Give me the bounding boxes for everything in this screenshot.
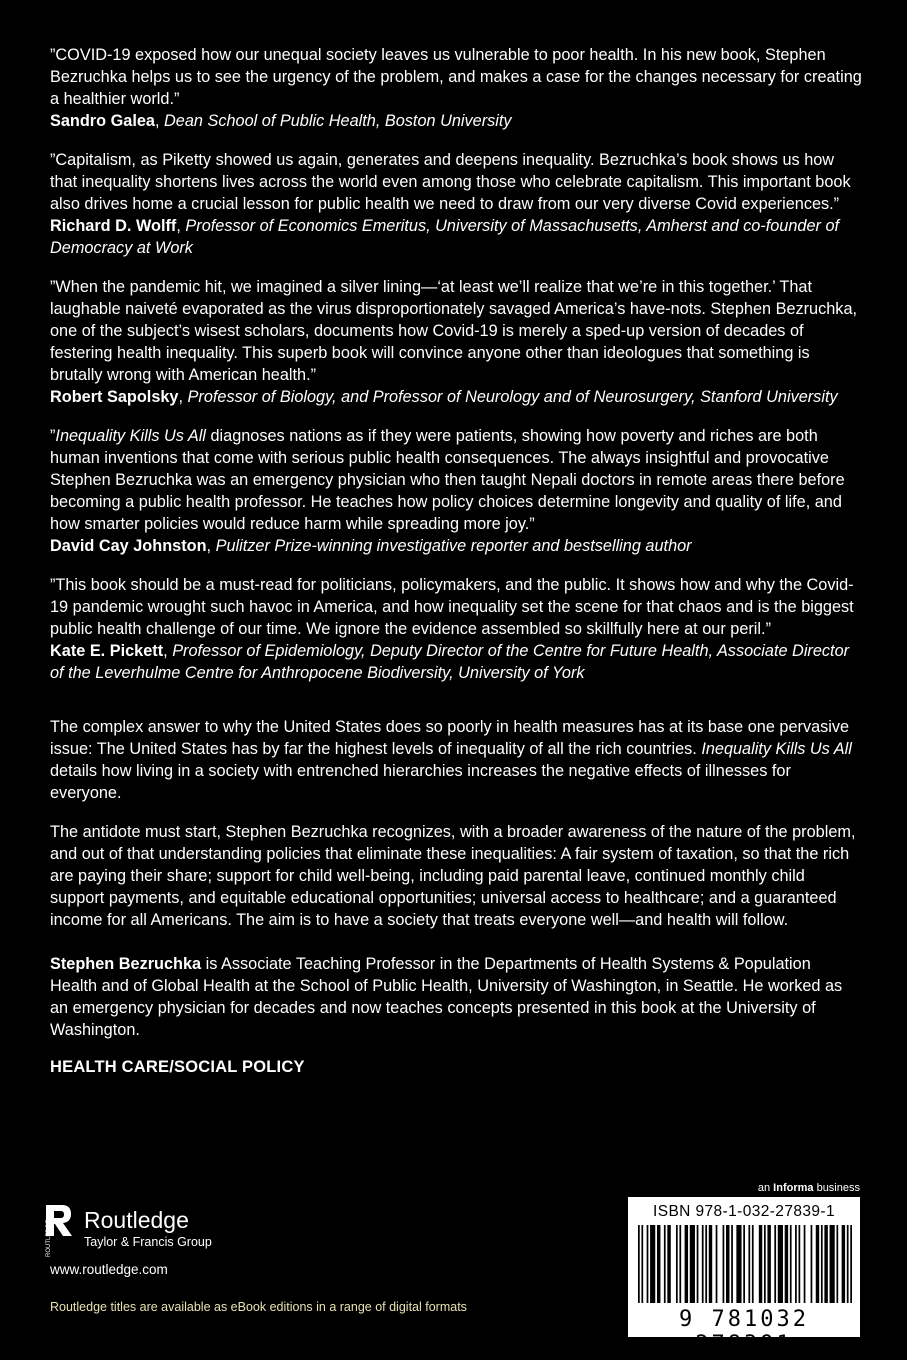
barcode-bar <box>847 1225 849 1303</box>
quote-attribution: Robert Sapolsky, Professor of Biology, and Professor of Neurology and of Neurosurgery, Stanford University <box>50 388 838 406</box>
barcode-bar <box>731 1225 733 1303</box>
back-cover-content <box>50 44 862 1077</box>
quote-author: Sandro Galea <box>50 112 155 130</box>
barcode-bar <box>767 1225 770 1303</box>
barcode-bar <box>709 1225 712 1303</box>
barcode-bar <box>705 1225 707 1303</box>
barcode-bar <box>799 1225 801 1303</box>
barcode-bar <box>647 1225 649 1303</box>
endorsement-quote <box>50 149 862 259</box>
endorsement-quote <box>50 44 862 132</box>
isbn-barcode <box>628 1197 860 1357</box>
barcode-bar <box>778 1225 783 1303</box>
endorsement-quote <box>50 574 862 684</box>
publisher-name: Routledge <box>84 1207 189 1233</box>
routledge-logo-icon <box>44 1203 74 1259</box>
description-text: details how living in a society with entrenched hierarchies increases the negative effects of illnesses for everyone. <box>50 762 791 802</box>
barcode-bar <box>657 1225 660 1303</box>
barcode-bar <box>676 1225 678 1303</box>
author-bio <box>50 953 862 1041</box>
quote-text: ”COVID-19 exposed how our unequal society leaves us vulnerable to poor health. In his new book, Stephen Bezruchka helps us to see the urgency of the problem, and makes a case for the changes necessary for creating a healthier world.” <box>50 46 862 108</box>
quote-attribution: Richard D. Wolff, Professor of Economics Emeritus, University of Massachusetts, Amherst and co-founder of Democracy at Work <box>50 217 840 257</box>
barcode-bar <box>830 1225 835 1303</box>
publisher-name-block <box>84 1207 212 1249</box>
logo-vertical-text: ROUTLEDGE <box>46 1219 52 1257</box>
barcode-bar <box>824 1225 827 1303</box>
quote-author: Kate E. Pickett <box>50 642 164 660</box>
description-text: The complex answer to why the United States does so poorly in health measures has at its base one pervasive issue: The United States has by far the highest levels of inequality of all the rich countries. <box>50 718 850 758</box>
quote-open-mark: ” <box>50 427 56 445</box>
quote-author: Robert Sapolsky <box>50 388 179 406</box>
quote-text <box>50 425 862 535</box>
barcode-bar <box>690 1225 695 1303</box>
quote-attribution: Kate E. Pickett, Professor of Epidemiology, Deputy Director of the Centre for Future Health, Associate Director of the Leverhulme Centre for Anthropocene Biodiversity, University of York <box>50 642 850 682</box>
quote-author-title: Professor of Biology, and Professor of Neurology and of Neurosurgery, Stanford University <box>187 388 838 406</box>
author-name: Stephen Bezruchka <box>50 955 202 973</box>
barcode-bar <box>811 1225 813 1303</box>
description-paragraph <box>50 716 862 804</box>
quote-text: ”Capitalism, as Piketty showed us again, generates and deepens inequality. Bezruchka’s book shows us how that inequality shortens lives across the world even among those who celebrate capitalism. This important book also drives home a crucial lesson for public health we need to draw from our very diverse Covid experiences.” <box>50 151 851 213</box>
barcode-bar <box>850 1225 852 1303</box>
quote-author: Richard D. Wolff <box>50 217 177 235</box>
barcode-bar <box>723 1225 725 1303</box>
book-title: Inequality Kills Us All <box>55 427 206 445</box>
barcode-bar <box>785 1225 788 1303</box>
quote-attribution: David Cay Johnston, Pulitzer Prize-winning investigative reporter and bestselling author <box>50 537 692 555</box>
quote-text: ”When the pandemic hit, we imagined a silver lining—‘at least we’ll realize that we’re in this together.’ That laughable naiveté evaporated as the virus disproportionately savaged America’s have-nots. Stephen Bezruchka, one of the subject’s wisest scholars, documents how Covid-19 is merely a sped-up version of decades of festering health inequality. This superb book will convince anyone other than ideologues that something is brutally wrong with American health.” <box>50 278 858 384</box>
publisher-group: Taylor & Francis Group <box>84 1235 212 1249</box>
barcode-bar <box>764 1225 766 1303</box>
barcode-bar <box>667 1225 670 1303</box>
barcode-bar <box>650 1225 655 1303</box>
book-description <box>50 716 862 1041</box>
endorsement-quote <box>50 425 862 557</box>
quote-author: David Cay Johnston <box>50 537 207 555</box>
barcode-bar <box>685 1225 688 1303</box>
ebook-note: Routledge titles are available as eBook editions in a range of digital formats <box>50 1300 467 1314</box>
barcode-bar <box>748 1225 750 1303</box>
book-title: Inequality Kills Us All <box>701 740 852 758</box>
barcode-bar <box>716 1225 718 1303</box>
informa-brand: Informa <box>773 1182 814 1194</box>
publisher-logo <box>44 1203 212 1259</box>
quote-author-title: Professor of Epidemiology, Deputy Director of the Centre for Future Health, Associate Director of the Leverhulme Centre for Anthropocene Biodiversity, University of York <box>50 642 850 682</box>
informa-tagline <box>758 1182 860 1194</box>
quote-body: diagnoses nations as if they were patients, showing how poverty and riches are both human inventions that come with serious public health consequences. The always insightful and provocative Stephen Bezruchka was an emergency physician who then taught Nepali doctors in remote areas there before becoming a public health professor. He teaches how policy choices determine longevity and quality of life, and how smarter policies would reduce harm while spreading more joy.” <box>50 427 845 533</box>
barcode-bar <box>795 1225 797 1303</box>
informa-prefix: an <box>757 1182 774 1194</box>
description-paragraph: The antidote must start, Stephen Bezruchka recognizes, with a broader awareness of the nature of the problem, and out of that understanding policies that eliminate these inequalities: A fair system of taxation, so that the rich are paying their share; support for child well-being, including paid parental leave, continued monthly child support payments, and equitable educational opportunities; universal access to healthcare; and a guaranteed income for all Americans. The aim is to have a society that treats everyone well—and health will follow. <box>50 823 856 929</box>
barcode-bar <box>790 1225 792 1303</box>
barcode-bar <box>759 1225 762 1303</box>
barcode-bar <box>697 1225 699 1303</box>
barcode-bar <box>641 1225 643 1303</box>
endorsement-quote <box>50 276 862 408</box>
barcode-bar <box>821 1225 823 1303</box>
isbn-digits: 9 781032 278391 <box>679 1307 809 1357</box>
quote-text: ”This book should be a must-read for politicians, policymakers, and the public. It shows how and why the Covid-19 pandemic wrought such havoc in America, and how inequality set the scene for that chaos and is the biggest public health challenge of our time. We ignore the evidence assembled so skillfully here at our peril.” <box>50 576 854 638</box>
barcode-bar <box>836 1225 838 1303</box>
barcode-bar <box>842 1225 845 1303</box>
isbn-label: ISBN 978-1-032-27839-1 <box>653 1203 835 1220</box>
informa-suffix: business <box>813 1182 860 1194</box>
quote-author-title: Professor of Economics Emeritus, University of Massachusetts, Amherst and co-founder of Democracy at Work <box>50 217 840 257</box>
author-bio-text: is Associate Teaching Professor in the Departments of Health Systems & Population Health and of Global Health at the School of Public Health, University of Washington, in Seattle. He worked as an emergency physician for decades and now teaches concepts presented in this book at the University of Washington. <box>50 955 843 1039</box>
publisher-website: www.routledge.com <box>50 1262 168 1277</box>
barcode-bar <box>664 1225 666 1303</box>
quote-attribution: Sandro Galea, Dean School of Public Health, Boston University <box>50 112 512 130</box>
barcode-bar <box>679 1225 681 1303</box>
barcode-bar <box>816 1225 819 1303</box>
barcode-bar <box>726 1225 729 1303</box>
barcode-bar <box>804 1225 806 1303</box>
barcode-bar <box>752 1225 754 1303</box>
subject-category: HEALTH CARE/SOCIAL POLICY <box>50 1058 305 1076</box>
barcode-bar <box>736 1225 741 1303</box>
quote-author-title: Dean School of Public Health, Boston University <box>164 112 512 130</box>
barcode-bar <box>702 1225 704 1303</box>
barcode-bar <box>638 1225 640 1303</box>
quote-author-title: Pulitzer Prize-winning investigative reporter and bestselling author <box>215 537 692 555</box>
barcode-bar <box>774 1225 776 1303</box>
barcode-bars <box>638 1225 852 1303</box>
barcode-bar <box>743 1225 745 1303</box>
